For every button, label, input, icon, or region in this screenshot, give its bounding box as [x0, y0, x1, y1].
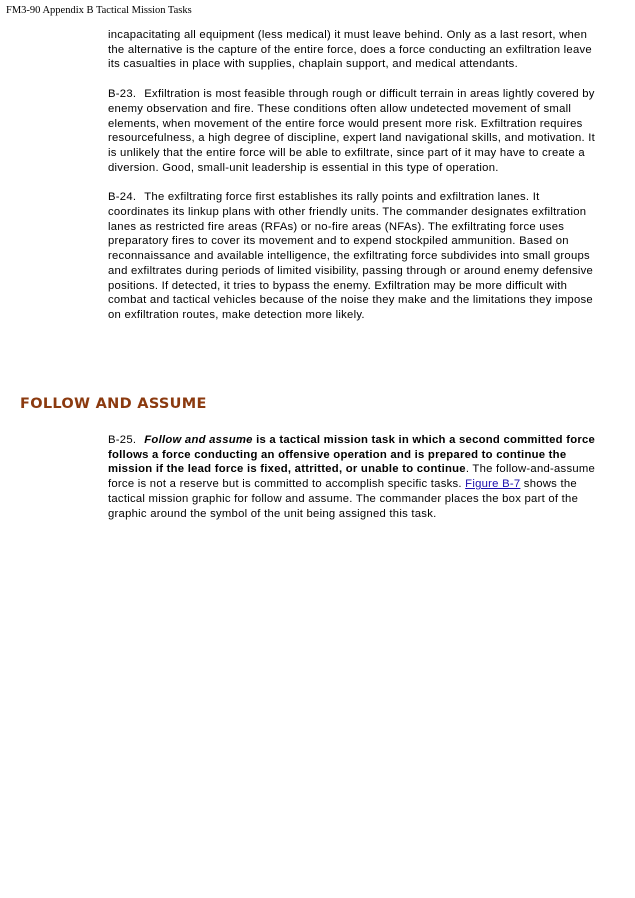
- paragraph-b-24: [108, 190, 603, 322]
- section-heading: FOLLOW AND ASSUME: [20, 396, 207, 412]
- document-body: [108, 28, 603, 323]
- defined-term: Follow and assume: [144, 434, 253, 446]
- section-body: [108, 433, 603, 521]
- paragraph-text: Exfiltration is most feasible through rough or difficult terrain in areas lightly covered by enemy observation and fire. These conditions often allow undetected movement of small elements, when movement of the entire force would present more risk. Exfiltration requires resourcefulness, a high degree of discipline, expert land navigational skills, and motivation. It is unlikely that the entire force will be able to exfiltrate, since part of it may have to create a diversion. Good, small-unit leadership is essential in this type of operation.: [108, 88, 596, 174]
- paragraph-b-23: [108, 87, 603, 175]
- paragraph-text-continued: shows the tactical mission graphic for follow and assume. The commander places the box part of the graphic around the symbol of the unit being assigned this task.: [108, 478, 579, 520]
- paragraph-b-25: [108, 433, 603, 521]
- paragraph-number: B-24.: [108, 191, 137, 204]
- term-definition: is a tactical mission task in which a second committed force follows a force conducting an offensive operation and is prepared to continue the mission if the lead force is fixed, attritted, or unable to continue: [108, 434, 596, 476]
- continuation-paragraph: incapacitating all equipment (less medical) it must leave behind. Only as a last resort, when the alternative is the capture of the entire force, does a force conducting an exfiltration leave its casualties in place with supplies, chaplain support, and medical attendants.: [108, 29, 592, 71]
- paragraph-number: B-23.: [108, 88, 137, 101]
- figure-b-7-link[interactable]: Figure B-7: [465, 478, 521, 491]
- paragraph-text: . The follow-and-assume force is not a reserve but is committed to accomplish specific tasks.: [108, 463, 596, 491]
- running-header: FM3-90 Appendix B Tactical Mission Tasks: [6, 5, 192, 16]
- paragraph-number: B-25.: [108, 434, 137, 446]
- paragraph-text: The exfiltrating force first establishes its rally points and exfiltration lanes. It coordinates its linkup plans with other friendly units. The commander designates exfiltration lanes as restricted fire areas (RFAs) or no-fire areas (NFAs). The exfiltrating force uses preparatory fires to cover its movement and to expend stockpiled ammunition. Based on reconnaissance and available intelligence, the exfiltrating force subdivides into small groups and exfiltrates during periods of limited visibility, passing through or around enemy defensive positions. If detected, it tries to bypass the enemy. Exfiltration may be more difficult with combat and tactical vehicles because of the noise they make and the limitations they impose on exfiltration routes, make detection more likely.: [108, 191, 594, 321]
